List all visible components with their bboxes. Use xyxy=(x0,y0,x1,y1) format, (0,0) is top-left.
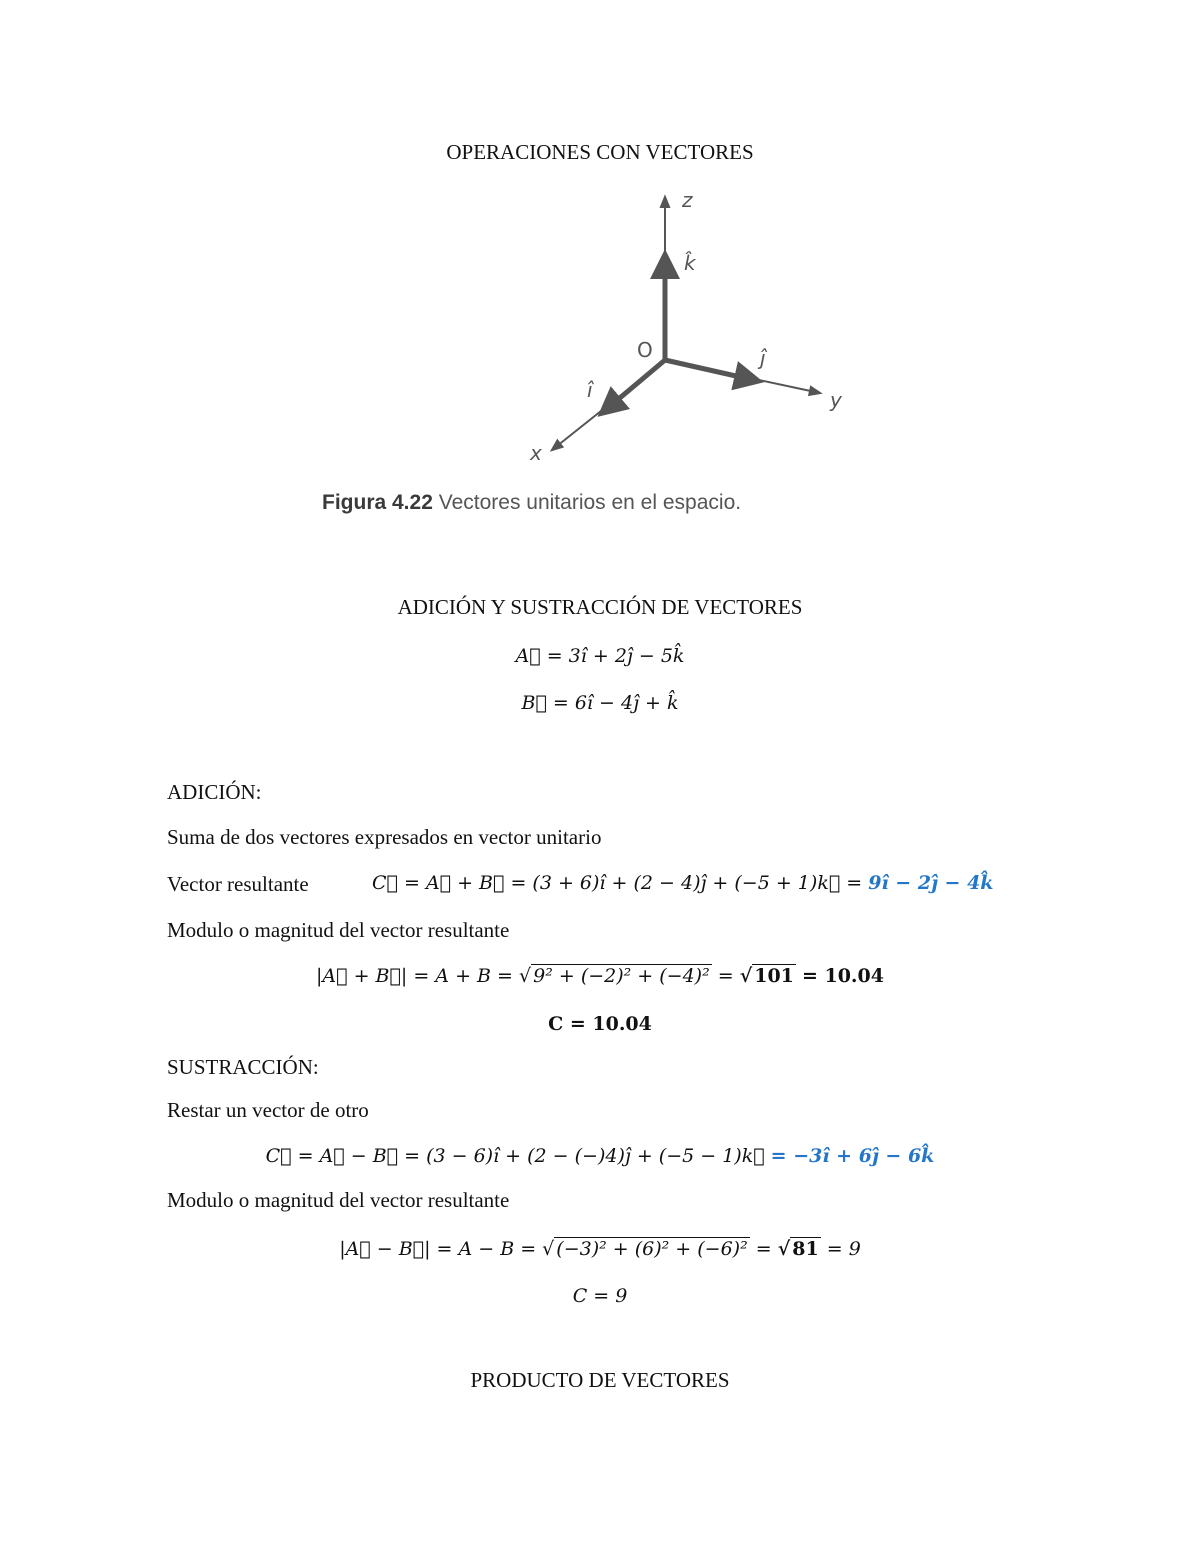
origin-label: O xyxy=(637,338,653,362)
k-unit-label: k̂ xyxy=(684,251,696,275)
subtraction-resultant-expr: C⃗ = A⃗ − B⃗ = (3 − 6)î + (2 − (−)4)ĵ + (−5 − 1)k⃗ xyxy=(265,1145,765,1167)
addition-magnitude-eq: = xyxy=(717,965,734,987)
subtraction-magnitude-sqrt-value: 81 xyxy=(792,1238,819,1260)
subtraction-c-value: C = 9 xyxy=(572,1285,628,1307)
z-axis-label: z xyxy=(682,188,693,212)
page-title: OPERACIONES CON VECTORES xyxy=(446,140,754,164)
sqrt-sign: √ xyxy=(739,965,753,987)
addition-magnitude-radicand: 9² + (−2)² + (−4)² xyxy=(533,965,710,987)
addition-resultant-label: Vector resultante xyxy=(167,872,309,896)
subtraction-magnitude-result: = 9 xyxy=(826,1238,861,1260)
y-axis-label: y xyxy=(830,388,842,412)
j-unit-label: ĵ xyxy=(760,346,766,370)
i-unit-vector xyxy=(602,360,665,413)
addition-c-value xyxy=(0,1013,1200,1035)
sqrt-sign: √ xyxy=(519,965,532,987)
sqrt-sign: √ xyxy=(777,1238,791,1260)
addition-magnitude-left: |A⃗ + B⃗| = A + B = xyxy=(316,965,513,987)
figure-caption-text: Vectores unitarios en el espacio. xyxy=(438,491,742,514)
addition-c-value-text: C = 10.04 xyxy=(548,1013,652,1035)
figure-caption xyxy=(322,491,741,515)
subtraction-resultant-equation xyxy=(0,1145,1200,1167)
subtraction-magnitude-left: |A⃗ − B⃗| = A − B = xyxy=(339,1238,537,1260)
sqrt-sign: √ xyxy=(542,1238,555,1260)
addition-magnitude-label: Modulo o magnitud del vector resultante xyxy=(167,918,510,942)
addition-resultant-expr: C⃗ = A⃗ + B⃗ = (3 + 6)î + (2 − 4)ĵ + (−5 + 1)k⃗ = xyxy=(372,872,863,894)
addition-magnitude-result: = 10.04 xyxy=(801,965,884,987)
addition-magnitude-equation xyxy=(0,965,1200,987)
subtraction-magnitude-radicand: (−3)² + (6)² + (−6)² xyxy=(556,1238,748,1260)
addition-magnitude-sqrt-value: 101 xyxy=(754,965,794,987)
addition-description: Suma de dos vectores expresados en vector unitario xyxy=(167,825,602,849)
subtraction-magnitude-eq: = xyxy=(755,1238,772,1260)
subtraction-description: Restar un vector de otro xyxy=(167,1098,369,1122)
product-heading: PRODUCTO DE VECTORES xyxy=(470,1368,730,1392)
addition-resultant-value: 9î − 2ĵ − 4k̂ xyxy=(868,872,994,894)
vector-a-definition: A⃗ = 3î + 2ĵ − 5k̂ xyxy=(515,645,685,667)
unit-vectors-figure xyxy=(500,185,880,475)
subtraction-magnitude-equation xyxy=(0,1238,1200,1260)
figure-caption-label: Figura 4.22 xyxy=(322,491,433,514)
x-axis-label: x xyxy=(530,441,542,465)
subtraction-heading: SUSTRACCIÓN: xyxy=(167,1055,319,1079)
add-sub-heading: ADICIÓN Y SUSTRACCIÓN DE VECTORES xyxy=(397,595,803,619)
vector-b-definition: B⃗ = 6î − 4ĵ + k̂ xyxy=(521,692,679,714)
addition-resultant-equation xyxy=(372,872,993,894)
addition-heading: ADICIÓN: xyxy=(167,780,262,804)
i-unit-label: î xyxy=(587,378,593,402)
subtraction-resultant-value: = −3î + 6ĵ − 6k̂ xyxy=(770,1145,935,1167)
subtraction-magnitude-label: Modulo o magnitud del vector resultante xyxy=(167,1188,510,1212)
j-unit-vector xyxy=(665,360,758,381)
